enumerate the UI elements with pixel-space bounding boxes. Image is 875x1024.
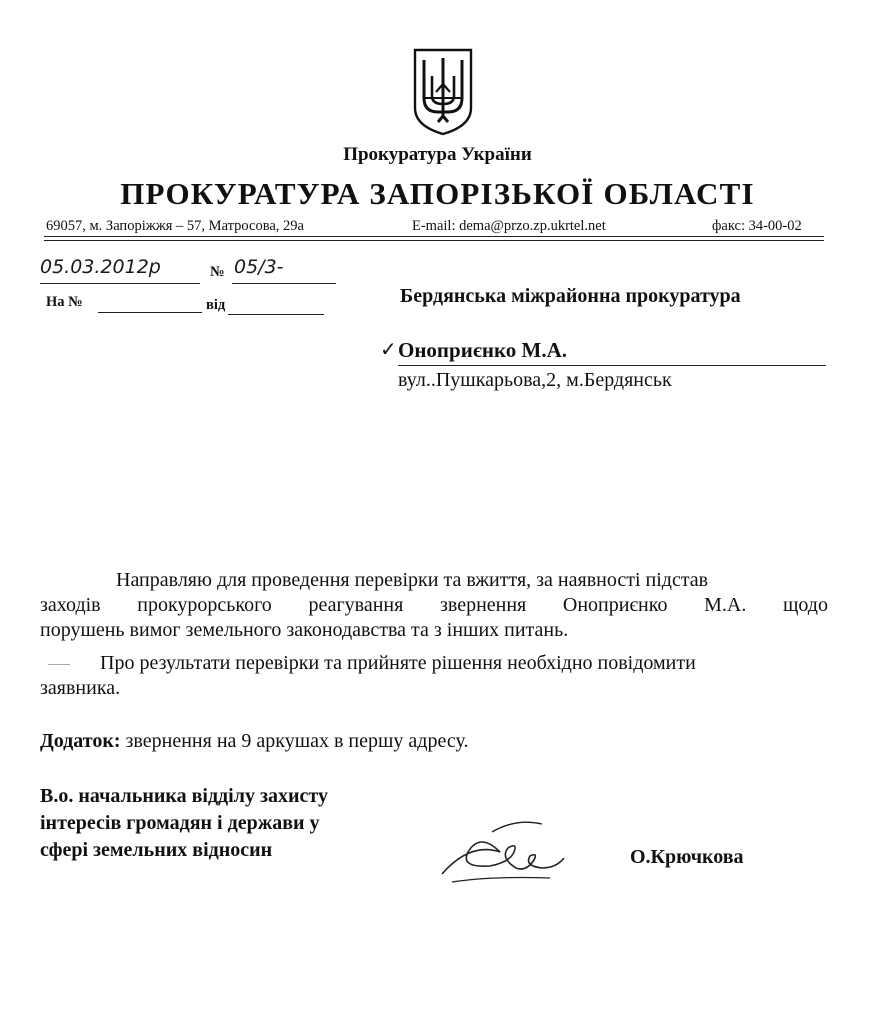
paragraph-1-line-3: порушень вимог земельного законодавства та з інших питань.	[40, 619, 569, 641]
outgoing-date: 05.03.2012р	[40, 256, 161, 278]
signer-name: О.Крючкова	[630, 846, 744, 868]
trident-emblem-icon	[410, 46, 476, 138]
reference-underline	[98, 312, 202, 313]
handwritten-signature	[430, 812, 590, 892]
from-label: від	[206, 297, 226, 313]
annex-line	[40, 730, 468, 753]
margin-mark	[48, 664, 70, 665]
paragraph-word: реагування	[308, 594, 404, 616]
paragraph-word: заходів	[40, 594, 101, 616]
annex-label: Додаток:	[40, 730, 121, 752]
paragraph-word: щодо	[782, 594, 828, 616]
parent-organization: Прокуратура України	[343, 144, 532, 165]
header-divider	[44, 236, 824, 237]
reference-label: На №	[46, 294, 83, 310]
organization-address: 69057, м. Запоріжжя – 57, Матросова, 29а	[46, 218, 304, 234]
number-label: №	[210, 264, 225, 280]
organization-fax: факс: 34-00-02	[712, 218, 802, 234]
paragraph-word: прокурорського	[137, 594, 272, 616]
organization-title: ПРОКУРАТУРА ЗАПОРІЗЬКОЇ ОБЛАСТІ	[120, 176, 755, 211]
paragraph-2-line-2: заявника.	[40, 677, 121, 699]
outgoing-number: 05/3-	[234, 256, 284, 278]
recipient-organization: Бердянська міжрайонна прокуратура	[400, 285, 741, 307]
paragraph-2-line-1: Про результати перевірки та прийняте рішення необхідно повідомити	[100, 652, 696, 674]
date-underline	[40, 283, 200, 284]
annex-text: звернення на 9 аркушах в першу адресу.	[120, 730, 469, 752]
from-underline	[228, 314, 324, 315]
signer-title-line-3: сфері земельних відносин	[40, 839, 273, 861]
paragraph-word: звернення	[439, 594, 527, 616]
organization-email: E-mail: dema@przo.zp.ukrtel.net	[412, 218, 606, 234]
recipient-address: вул..Пушкарьова,2, м.Бердянськ	[398, 369, 672, 391]
recipient-underline	[398, 365, 826, 366]
paragraph-1-line-2	[40, 594, 828, 617]
recipient-name: Оноприєнко М.А.	[398, 338, 568, 362]
paragraph-word: М.А.	[704, 594, 747, 616]
paragraph-word: Оноприєнко	[562, 594, 668, 616]
check-mark-icon: ✓	[380, 337, 397, 361]
signer-title-line-2: інтересів громадян і держави у	[40, 812, 320, 834]
signer-title-line-1: В.о. начальника відділу захисту	[40, 785, 328, 807]
paragraph-1-line-1: Направляю для проведення перевірки та вжиття, за наявності підстав	[116, 569, 709, 591]
header-divider	[44, 240, 824, 241]
number-underline	[232, 283, 336, 284]
